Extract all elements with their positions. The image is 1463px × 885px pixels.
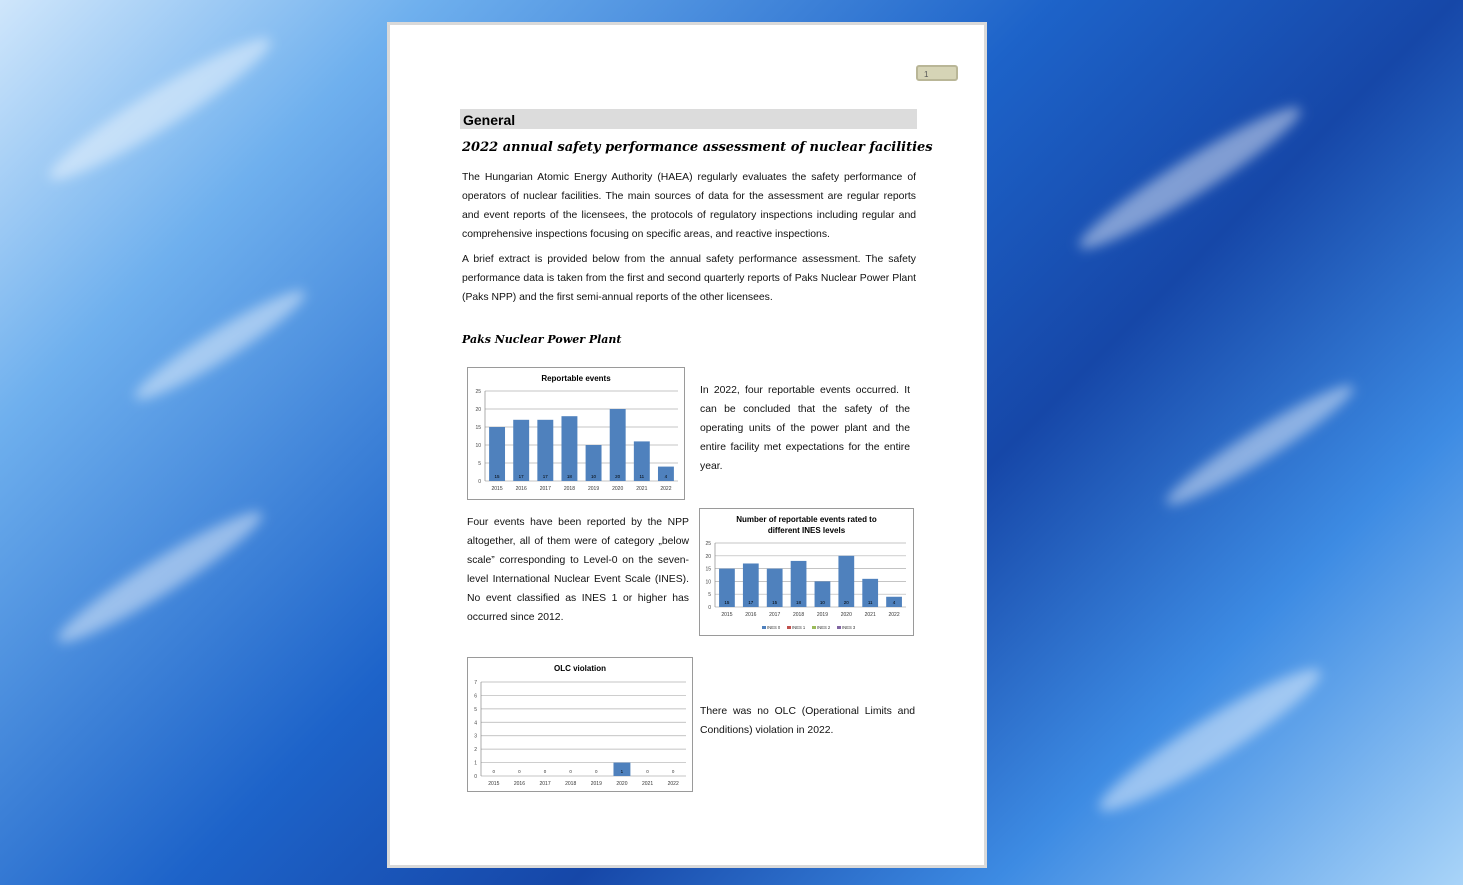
legend-label: INES 0 (767, 625, 781, 630)
subsection-title: Paks Nuclear Power Plant (462, 333, 622, 346)
x-tick-label: 2018 (563, 486, 575, 492)
data-label: 18 (796, 600, 802, 605)
data-label: 0 (595, 769, 598, 774)
data-label: 4 (664, 474, 668, 479)
x-tick-label: 2017 (539, 781, 551, 787)
data-label: 0 (671, 769, 675, 774)
document-page (387, 22, 987, 868)
background-streak (40, 24, 281, 194)
page-number-badge: 1 (916, 65, 958, 81)
y-tick-label: 5 (708, 592, 711, 599)
data-label: 10 (819, 600, 825, 605)
data-label: 15 (724, 600, 730, 605)
data-label: 11 (639, 474, 645, 479)
olc-violation-chart-svg (468, 658, 692, 791)
data-label: 20 (843, 600, 849, 605)
legend-swatch (762, 626, 766, 629)
ines-levels-chart (699, 508, 914, 636)
y-tick-label: 2 (474, 747, 477, 754)
data-label: 0 (492, 769, 496, 774)
x-tick-label: 2022 (888, 612, 900, 618)
data-label: 15 (772, 600, 778, 605)
x-tick-label: 2022 (660, 486, 672, 492)
chart-title: different INES levels (767, 526, 846, 535)
x-tick-label: 2016 (515, 486, 527, 492)
x-tick-label: 2017 (539, 486, 551, 492)
legend-label: INES 3 (842, 625, 856, 630)
data-label: 17 (542, 474, 548, 479)
data-label: 20 (615, 474, 621, 479)
y-tick-label: 25 (705, 541, 711, 547)
y-tick-label: 20 (705, 553, 711, 560)
bar (489, 427, 505, 481)
background-streak (49, 499, 271, 655)
x-tick-label: 2018 (793, 612, 805, 618)
x-tick-label: 2020 (616, 781, 628, 787)
data-label: 17 (518, 474, 524, 479)
x-tick-label: 2018 (565, 781, 577, 787)
bar (561, 416, 577, 481)
x-tick-label: 2022 (667, 781, 679, 787)
x-tick-label: 2015 (488, 781, 500, 787)
data-label: 0 (518, 769, 521, 774)
x-tick-label: 2015 (721, 612, 733, 618)
y-tick-label: 7 (474, 680, 477, 686)
y-tick-label: 0 (474, 774, 477, 780)
background-streak (1070, 94, 1310, 262)
x-tick-label: 2021 (642, 781, 654, 787)
page-title: 2022 annual safety performance assessment of nuclear facilities (462, 140, 933, 155)
y-tick-label: 1 (474, 760, 477, 767)
y-tick-label: 4 (474, 720, 477, 727)
reportable-events-chart (467, 367, 685, 500)
bar (513, 420, 529, 481)
legend-swatch (787, 626, 791, 629)
x-tick-label: 2020 (612, 486, 624, 492)
y-tick-label: 20 (475, 407, 481, 413)
x-tick-label: 2019 (588, 486, 600, 492)
y-tick-label: 5 (474, 706, 477, 713)
background-streak (127, 279, 313, 410)
legend-swatch (812, 626, 816, 629)
legend-swatch (837, 626, 841, 629)
y-tick-label: 0 (708, 605, 711, 611)
bar (610, 409, 626, 481)
y-tick-label: 5 (478, 461, 481, 467)
data-label: 10 (591, 474, 597, 479)
x-tick-label: 2016 (745, 612, 757, 618)
extract-paragraph: A brief extract is provided below from the annual safety performance assessment. The safety performance data is taken from the first and second quarterly reports of Paks Nuclear Power Plant (Paks NPP) and the first semi-annual reports of the other licensees. (462, 254, 916, 303)
data-label: 18 (566, 474, 572, 479)
y-tick-label: 0 (478, 479, 481, 485)
ines-text: Four events have been reported by the NPP altogether, all of them were of category „below scale” corresponding to Level-0 on the seven-level International Nuclear Event Scale (INES). No event classified as INES 1 or higher has occurred since 2012. (467, 517, 689, 623)
reportable-events-text: In 2022, four reportable events occurred. It can be concluded that the safety of the operating units of the power plant and the entire facility met expectations for the entire year. (700, 385, 910, 472)
data-label: 11 (867, 600, 873, 605)
y-tick-label: 10 (705, 579, 711, 586)
data-label: 15 (494, 474, 500, 479)
x-tick-label: 2019 (816, 612, 828, 618)
section-heading: General (460, 109, 917, 129)
y-tick-label: 3 (474, 733, 477, 740)
x-tick-label: 2019 (590, 781, 602, 787)
data-label: 0 (646, 769, 649, 774)
intro-paragraph: The Hungarian Atomic Energy Authority (HAEA) regularly evaluates the safety performance of operators of nuclear facilities. The main sources of data for the assessment are regular reports and event reports of the licensees, the protocols of regulatory inspections including regular and comprehensive inspections focusing on specific areas, and reactive inspections. (462, 172, 916, 240)
background-streak (1089, 654, 1331, 826)
x-tick-label: 2017 (769, 612, 781, 618)
bar (537, 420, 553, 481)
chart-title: Reportable events (541, 374, 611, 383)
x-tick-label: 2020 (840, 612, 852, 618)
reportable-events-chart-svg (468, 368, 684, 499)
y-tick-label: 6 (474, 693, 477, 700)
ines-levels-chart-svg (700, 509, 913, 635)
olc-violation-chart (467, 657, 693, 792)
x-tick-label: 2016 (513, 781, 525, 787)
background-streak (1159, 374, 1361, 516)
data-label: 4 (892, 600, 896, 605)
chart-title: Number of reportable events rated to (736, 515, 877, 524)
y-tick-label: 25 (475, 389, 481, 395)
data-label: 0 (569, 769, 572, 774)
olc-text: There was no OLC (Operational Limits and Conditions) violation in 2022. (700, 706, 915, 736)
x-tick-label: 2021 (636, 486, 648, 492)
data-label: 1 (620, 769, 624, 774)
y-tick-label: 15 (475, 425, 481, 431)
chart-title: OLC violation (554, 664, 606, 673)
x-tick-label: 2015 (491, 486, 503, 492)
data-label: 17 (748, 600, 754, 605)
y-tick-label: 10 (475, 443, 481, 449)
data-label: 0 (543, 769, 547, 774)
legend-label: INES 1 (792, 625, 806, 630)
y-tick-label: 15 (705, 566, 711, 573)
x-tick-label: 2021 (864, 612, 876, 618)
legend-label: INES 2 (817, 625, 831, 630)
